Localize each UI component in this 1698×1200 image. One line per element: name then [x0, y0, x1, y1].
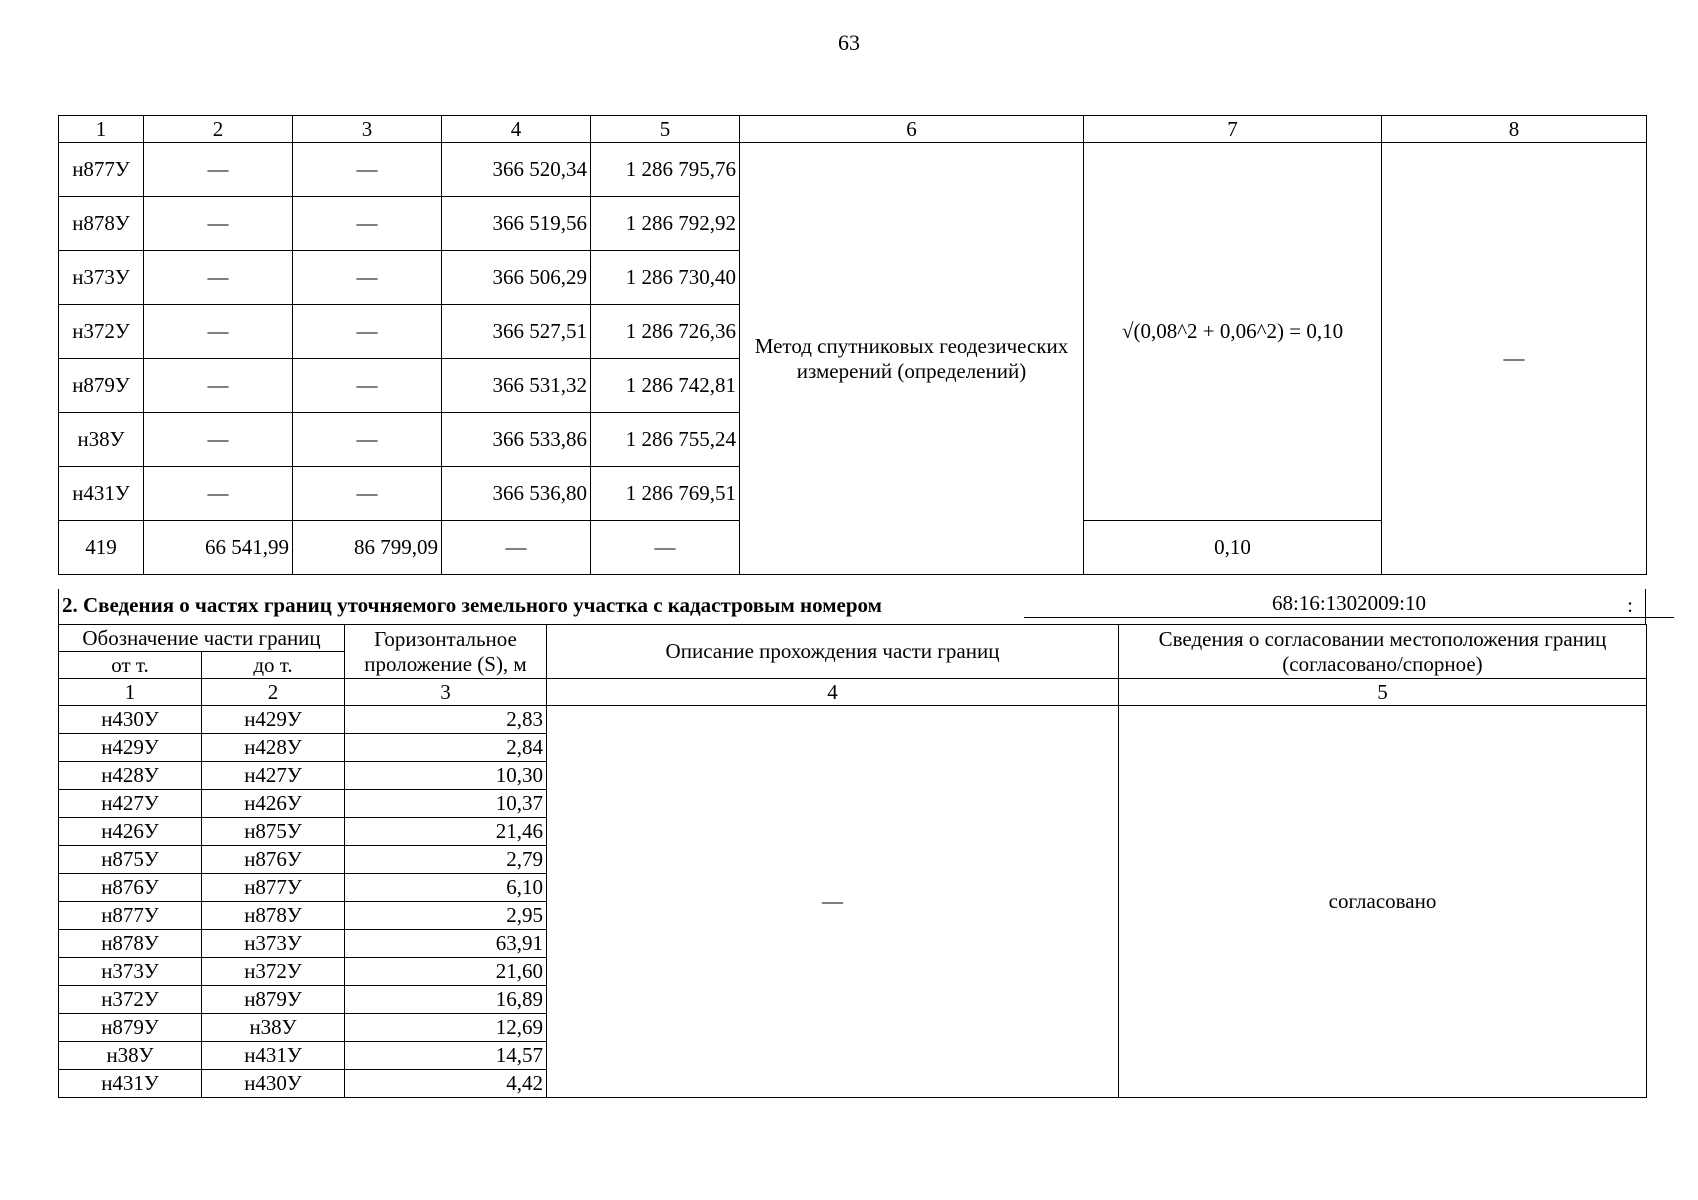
- header-cell: 3: [293, 116, 442, 143]
- distance-cell: 21,60: [345, 958, 547, 986]
- header-cell: 5: [1119, 679, 1647, 706]
- cell: 86 799,09: [293, 521, 442, 575]
- header-cell: 6: [740, 116, 1084, 143]
- from-cell: н431У: [59, 1070, 202, 1098]
- header-agreement: Сведения о согласовании местоположения границ (согласовано/спорное): [1119, 625, 1647, 679]
- table-header-row: [59, 116, 1647, 143]
- col8-cell: —: [1382, 143, 1647, 575]
- from-cell: н430У: [59, 706, 202, 734]
- from-cell: н429У: [59, 734, 202, 762]
- x-coord-cell: 366 531,32: [442, 359, 591, 413]
- x-coord-cell: 366 533,86: [442, 413, 591, 467]
- section-2-title: [58, 589, 1646, 625]
- point-cell: н877У: [59, 143, 144, 197]
- y-coord-cell: —: [591, 521, 740, 575]
- y-coord-cell: 1 286 726,36: [591, 305, 740, 359]
- point-cell: н878У: [59, 197, 144, 251]
- header-cell: 2: [144, 116, 293, 143]
- cell: —: [293, 143, 442, 197]
- to-cell: н879У: [202, 986, 345, 1014]
- header-cell: 8: [1382, 116, 1647, 143]
- point-cell: н373У: [59, 251, 144, 305]
- table-row: [59, 706, 1647, 734]
- distance-cell: 6,10: [345, 874, 547, 902]
- distance-cell: 2,84: [345, 734, 547, 762]
- x-coord-cell: 366 536,80: [442, 467, 591, 521]
- header-description: Описание прохождения части границ: [547, 625, 1119, 679]
- to-cell: н426У: [202, 790, 345, 818]
- to-cell: н38У: [202, 1014, 345, 1042]
- to-cell: н876У: [202, 846, 345, 874]
- header-cell: 5: [591, 116, 740, 143]
- method-cell: Метод спутниковых геодезических измерений (определений): [740, 143, 1084, 575]
- distance-cell: 2,79: [345, 846, 547, 874]
- point-cell: н431У: [59, 467, 144, 521]
- to-cell: н878У: [202, 902, 345, 930]
- cell: —: [293, 197, 442, 251]
- x-coord-cell: 366 520,34: [442, 143, 591, 197]
- coordinates-table: [58, 115, 1647, 575]
- cell: 66 541,99: [144, 521, 293, 575]
- distance-cell: 2,83: [345, 706, 547, 734]
- y-coord-cell: 1 286 755,24: [591, 413, 740, 467]
- agreement-cell: согласовано: [1119, 706, 1647, 1098]
- to-cell: н372У: [202, 958, 345, 986]
- point-cell: н879У: [59, 359, 144, 413]
- distance-cell: 12,69: [345, 1014, 547, 1042]
- to-cell: н429У: [202, 706, 345, 734]
- header-cell: 2: [202, 679, 345, 706]
- header-cell: 4: [442, 116, 591, 143]
- y-coord-cell: 1 286 792,92: [591, 197, 740, 251]
- point-cell: 419: [59, 521, 144, 575]
- description-cell: —: [547, 706, 1119, 1098]
- cadastral-number: 68:16:1302009:10: [1024, 591, 1674, 618]
- to-cell: н430У: [202, 1070, 345, 1098]
- y-coord-cell: 1 286 795,76: [591, 143, 740, 197]
- cell: —: [293, 413, 442, 467]
- cell: —: [144, 413, 293, 467]
- cell: —: [144, 197, 293, 251]
- header-cell: 4: [547, 679, 1119, 706]
- from-cell: н426У: [59, 818, 202, 846]
- to-cell: н875У: [202, 818, 345, 846]
- from-cell: н372У: [59, 986, 202, 1014]
- from-cell: н876У: [59, 874, 202, 902]
- header-cell: 3: [345, 679, 547, 706]
- to-cell: н373У: [202, 930, 345, 958]
- from-cell: н878У: [59, 930, 202, 958]
- header-cell: 1: [59, 116, 144, 143]
- x-coord-cell: —: [442, 521, 591, 575]
- from-cell: н875У: [59, 846, 202, 874]
- distance-cell: 14,57: [345, 1042, 547, 1070]
- point-cell: н372У: [59, 305, 144, 359]
- distance-cell: 16,89: [345, 986, 547, 1014]
- y-coord-cell: 1 286 769,51: [591, 467, 740, 521]
- distance-cell: 2,95: [345, 902, 547, 930]
- cell: —: [293, 467, 442, 521]
- table-number-row: [59, 679, 1647, 706]
- to-cell: н428У: [202, 734, 345, 762]
- boundary-parts-table: [58, 624, 1647, 1098]
- header-from: от т.: [59, 652, 202, 679]
- page-number: 63: [838, 30, 860, 55]
- cell: —: [144, 467, 293, 521]
- y-coord-cell: 1 286 742,81: [591, 359, 740, 413]
- x-coord-cell: 366 519,56: [442, 197, 591, 251]
- y-coord-cell: 1 286 730,40: [591, 251, 740, 305]
- section-2-colon: :: [1627, 593, 1633, 617]
- header-designation: Обозначение части границ: [59, 625, 345, 652]
- to-cell: н427У: [202, 762, 345, 790]
- x-coord-cell: 366 506,29: [442, 251, 591, 305]
- table-header-row: [59, 625, 1647, 652]
- header-cell: 7: [1084, 116, 1382, 143]
- to-cell: н431У: [202, 1042, 345, 1070]
- cell: —: [293, 359, 442, 413]
- distance-cell: 4,42: [345, 1070, 547, 1098]
- accuracy-last-cell: 0,10: [1084, 521, 1382, 575]
- accuracy-formula-cell: √(0,08^2 + 0,06^2) = 0,10: [1084, 143, 1382, 521]
- point-cell: н38У: [59, 413, 144, 467]
- cell: —: [144, 251, 293, 305]
- distance-cell: 21,46: [345, 818, 547, 846]
- header-to: до т.: [202, 652, 345, 679]
- distance-cell: 63,91: [345, 930, 547, 958]
- cell: —: [144, 143, 293, 197]
- from-cell: н38У: [59, 1042, 202, 1070]
- distance-cell: 10,30: [345, 762, 547, 790]
- from-cell: н877У: [59, 902, 202, 930]
- from-cell: н427У: [59, 790, 202, 818]
- cell: —: [293, 305, 442, 359]
- from-cell: н879У: [59, 1014, 202, 1042]
- to-cell: н877У: [202, 874, 345, 902]
- header-cell: 1: [59, 679, 202, 706]
- from-cell: н373У: [59, 958, 202, 986]
- distance-cell: 10,37: [345, 790, 547, 818]
- table-row: [59, 143, 1647, 197]
- cell: —: [144, 359, 293, 413]
- x-coord-cell: 366 527,51: [442, 305, 591, 359]
- section-2-heading: 2. Сведения о частях границ уточняемого земельного участка с кадастровым номером: [62, 593, 882, 617]
- from-cell: н428У: [59, 762, 202, 790]
- header-distance: Горизонтальное проложение (S), м: [345, 625, 547, 679]
- cell: —: [293, 251, 442, 305]
- cell: —: [144, 305, 293, 359]
